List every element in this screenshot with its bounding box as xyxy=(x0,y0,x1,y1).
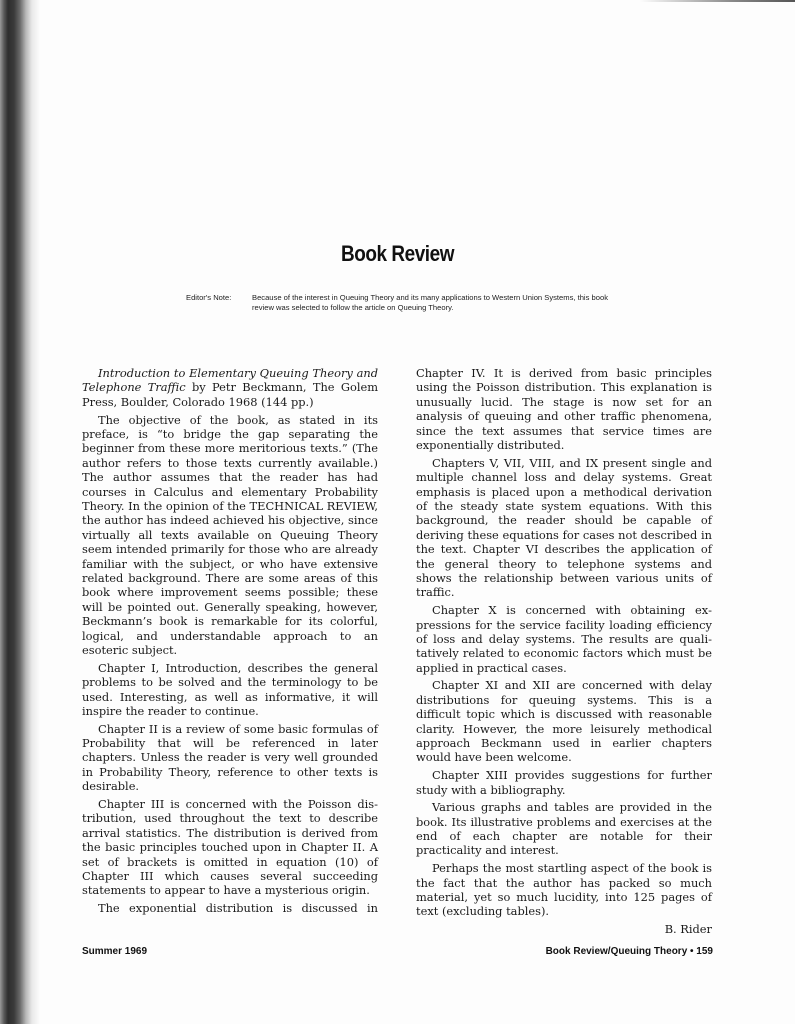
paragraph: Chapter III is concerned with the Poisson distribution, used throughout the text to describe arrival statistics. The distribution is derived from the basic principles touched upon in Chapter II. A set of brackets is omitted in equation (10) of Chapter III which causes several succeeding statements to appear to have a mysterious origin. xyxy=(82,796,378,898)
paragraph: The objective of the book, as stated in its preface, is “to bridge the gap separating the beginner from these more meritorious texts.” (The author refers to those texts currently available.) The author assumes that the reader has had courses in Calculus and elementary Probability Theory. In the opinion of the TECHNICAL REVIEW, the author has indeed achieved his objective, since virtually all texts available on Queuing Theory seem intended primarily for those who are already familiar with the subject, or who have extensive related background. There are some areas of this book where improvement seems possible; these will be pointed out. Generally speaking, however, Beckmann’s book is remarkable for its colorful, logical, and understandable approach to an esoteric subject. xyxy=(82,412,378,658)
paragraph: Chapter I, Introduction, describes the general problems to be solved and the terminology to be used. Interesting, as well as informative, it will inspire the reader to continue. xyxy=(82,660,378,718)
book-title: Introduction to Elementary Queuing Theory and Telephone Traffic xyxy=(82,366,378,395)
right-column xyxy=(416,366,712,937)
left-column xyxy=(82,366,378,919)
paragraph: Chapters V, VII, VIII, and IX present single and multiple channel loss and delay systems. Great emphasis is placed upon a methodical derivation of the steady state system equations. With this background, the reader should be capable of deriving these equations for cases not described in the text. Chapter VI describes the application of the general theory to telephone systems and shows the relationship between various units of traffic. xyxy=(416,455,712,600)
footer-section-page: Book Review/Queuing Theory • 159 xyxy=(545,946,713,957)
footer-issue-date: Summer 1969 xyxy=(82,946,148,957)
page-top-edge xyxy=(640,0,795,2)
paragraph: The exponential distribution is discussed in xyxy=(98,901,378,916)
book-details: by Petr Beckmann, The Golem Press, Boulder, Colorado 1968 (144 pp.) xyxy=(82,380,378,409)
editors-note xyxy=(186,293,626,312)
page-binding-shadow xyxy=(0,0,40,1024)
editors-note-text: Because of the interest in Queuing Theory and its many applications to Western Union Systems, this book review was selected to follow the article on Queuing Theory. xyxy=(252,293,608,312)
book-citation xyxy=(82,366,378,409)
paragraph: Chapter II is a review of some basic formulas of Probability that will be referenced in later chapters. Unless the reader is very well grounded in Probability Theory, reference to other texts is desirable. xyxy=(82,721,378,794)
page-title: Book Review xyxy=(340,241,455,266)
editors-note-label: Editor's Note: xyxy=(186,293,232,302)
paragraph: Perhaps the most startling aspect of the book is the fact that the author has packed so much material, yet so much lucidity, into 125 pages of text (excluding tables). xyxy=(416,861,712,919)
paragraph: Chapter X is concerned with obtaining expressions for the service facility loading efficiency of loss and delay systems. The results are qualitatively related to economic factors which must be applied in practical cases. xyxy=(416,603,712,675)
paragraph: Chapter XI and XII are concerned with delay distributions for queuing systems. This is a difficult topic which is discussed with reasonable clarity. However, the more leisurely methodical approach Beckmann used in earlier chapters would have been welcome. xyxy=(416,678,712,765)
reviewer-signature: B. Rider xyxy=(664,922,712,937)
paragraph: Various graphs and tables are provided in the book. Its illustrative problems and exercises at the end of each chapter are notable for their practicality and interest. xyxy=(416,800,712,858)
paragraph-continuation: Chapter IV. It is derived from basic principles using the Poisson distribution. This explanation is unusually lucid. The stage is now set for an analysis of queuing and other traffic phenomena, since the text assumes that service times are exponentially distributed. xyxy=(416,366,712,453)
paragraph: Chapter XIII provides suggestions for further study with a bibliography. xyxy=(416,768,712,797)
